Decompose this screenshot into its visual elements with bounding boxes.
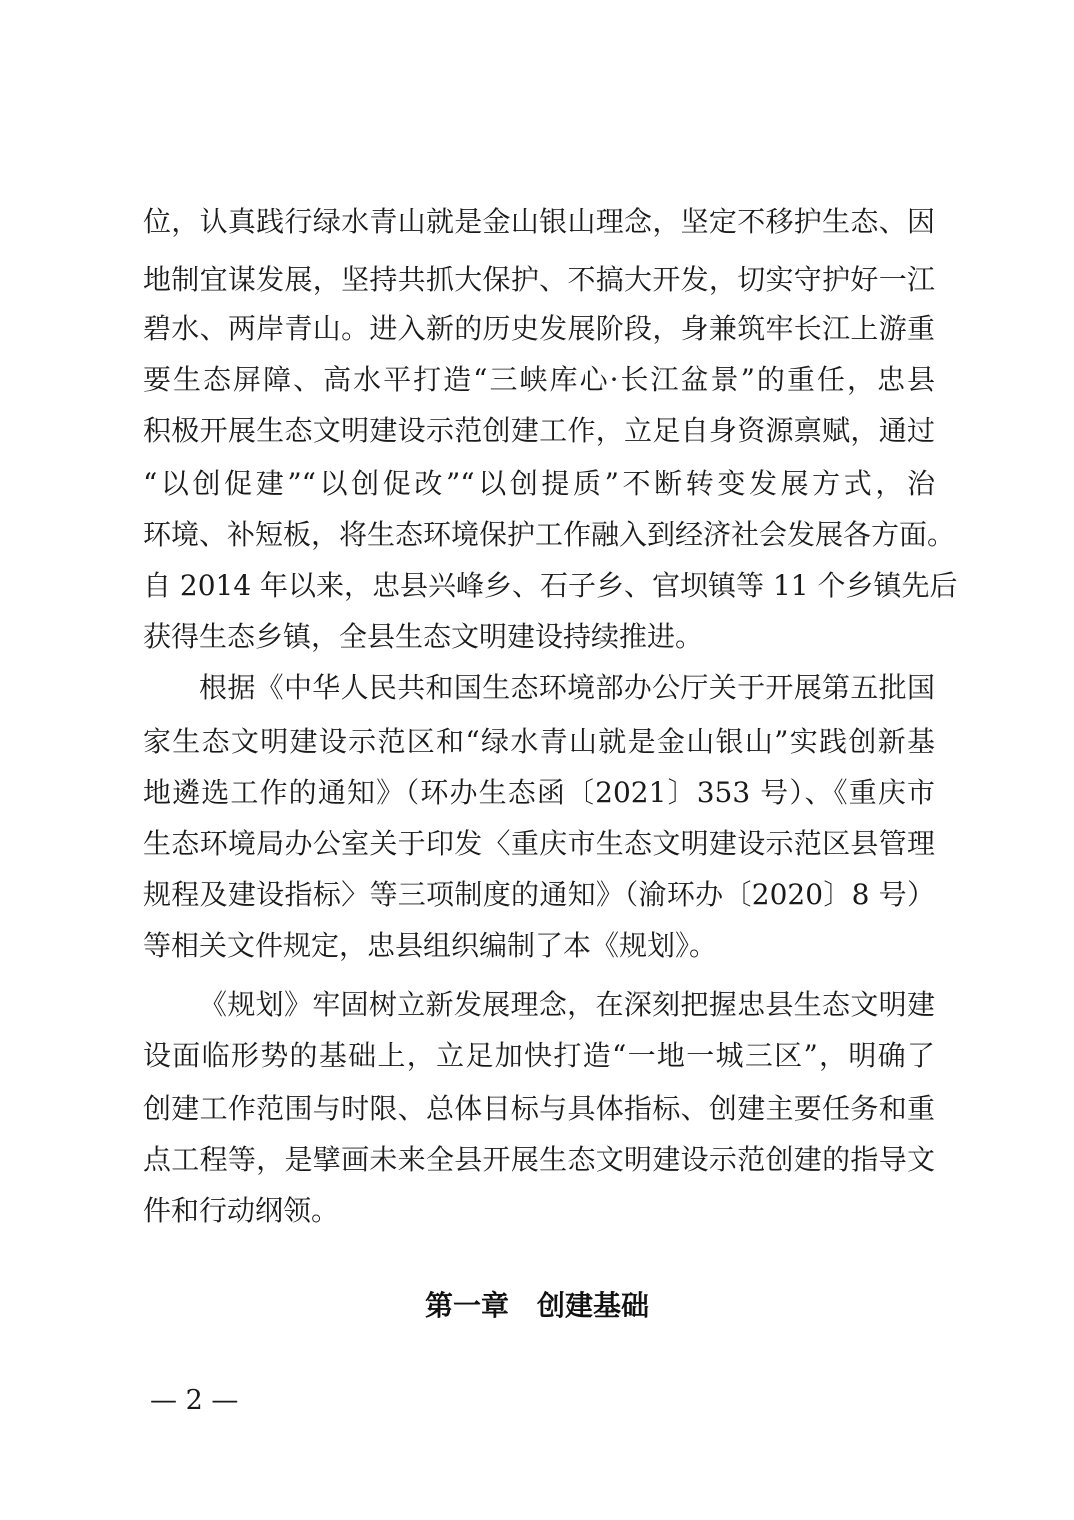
- paragraph-2-line-2: 家生态文明建设示范区和“绿水青山就是金山银山”实践创新基: [143, 725, 935, 758]
- paragraph-3-line-3: 创建工作范围与时限、总体目标与具体指标、创建主要任务和重: [143, 1092, 935, 1125]
- paragraph-1-line-6: “以创促建”“以创促改”“以创提质”不断转变发展方式，治: [143, 467, 935, 500]
- paragraph-3-line-2: 设面临形势的基础上，立足加快打造“一地一城三区”，明确了: [143, 1039, 935, 1072]
- page-number: — 2 —: [150, 1385, 239, 1416]
- paragraph-2-line-3: 地遴选工作的通知》（环办生态函〔2021〕353 号）、《重庆市: [143, 776, 935, 809]
- paragraph-1-line-4: 要生态屏障、高水平打造“三峡库心·长江盆景”的重任，忠县: [143, 363, 935, 396]
- chapter-heading: 第一章 创建基础: [424, 1289, 649, 1322]
- paragraph-1-line-9: 获得生态乡镇，全县生态文明建设持续推进。: [143, 620, 704, 653]
- paragraph-1-line-7: 环境、补短板，将生态环境保护工作融入到经济社会发展各方面。: [143, 518, 956, 551]
- paragraph-2-line-5: 规程及建设指标〉等三项制度的通知》（渝环办〔2020〕8 号）: [143, 878, 935, 911]
- paragraph-1-line-2: 地制宜谋发展，坚持共抓大保护、不搞大开发，切实守护好一江: [143, 263, 935, 296]
- paragraph-1-line-3: 碧水、两岸青山。进入新的历史发展阶段，身兼筑牢长江上游重: [143, 312, 935, 345]
- paragraph-2-line-1: 根据《中华人民共和国生态环境部办公厅关于开展第五批国: [199, 671, 935, 704]
- paragraph-1-line-8: 自 2014 年以来，忠县兴峰乡、石子乡、官坝镇等 11 个乡镇先后: [143, 569, 958, 602]
- paragraph-1-line-1: 位，认真践行绿水青山就是金山银山理念，坚定不移护生态、因: [143, 205, 935, 238]
- paragraph-1-line-5: 积极开展生态文明建设示范创建工作，立足自身资源禀赋，通过: [143, 414, 935, 447]
- paragraph-3-line-4: 点工程等，是擘画未来全县开展生态文明建设示范创建的指导文: [143, 1143, 935, 1176]
- paragraph-2-line-4: 生态环境局办公室关于印发〈重庆市生态文明建设示范区县管理: [143, 827, 935, 860]
- paragraph-3-line-1: 《规划》牢固树立新发展理念，在深刻把握忠县生态文明建: [199, 988, 935, 1021]
- paragraph-2-line-6: 等相关文件规定，忠县组织编制了本《规划》。: [143, 929, 718, 962]
- paragraph-3-line-5: 件和行动纲领。: [143, 1194, 340, 1227]
